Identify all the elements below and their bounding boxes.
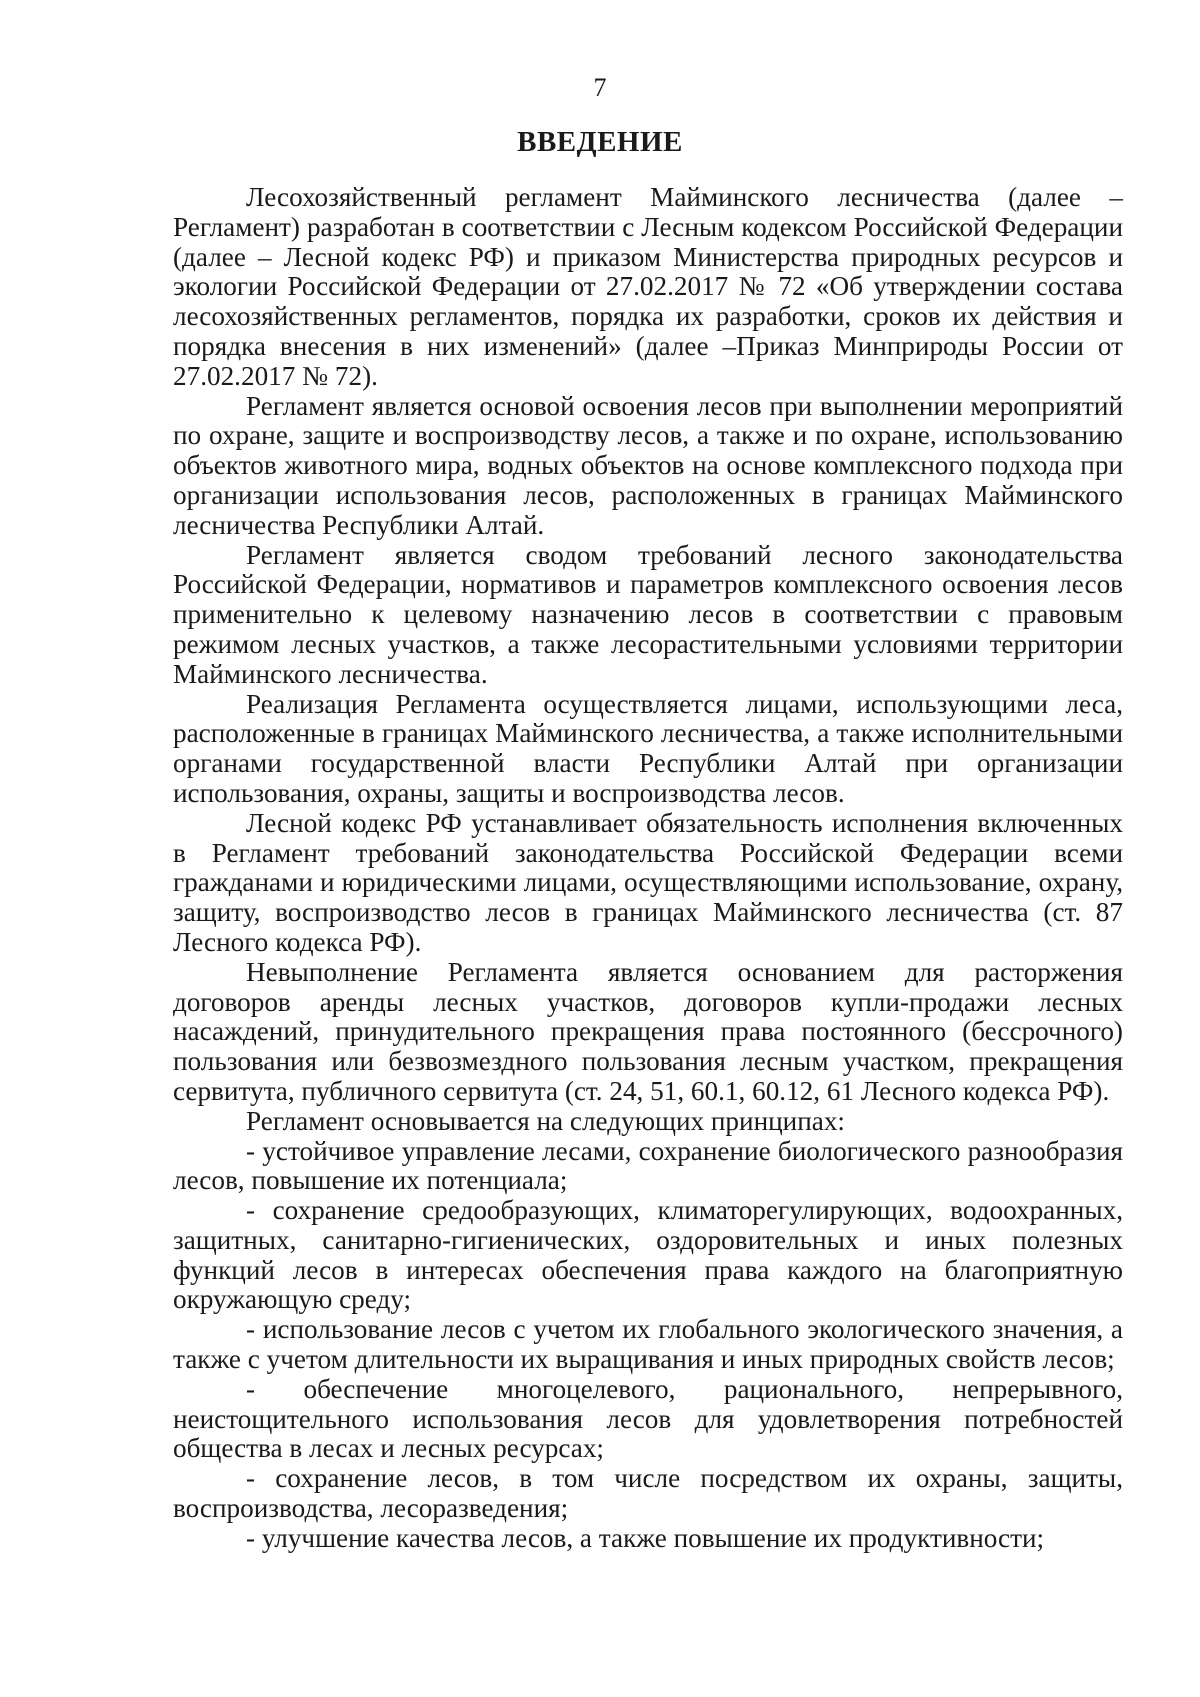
paragraph: Лесной кодекс РФ устанавливает обязательность исполнения включенных в Регламент требований законодательства Российской Федерации всеми гражданами и юридическими лицами, осуществляющими использование, охрану, защиту, воспроизводство лесов в границах Майминского лесничества (ст. 87 Лесного кодекса РФ).: [173, 807, 1123, 957]
paragraph: Лесохозяйственный регламент Майминского лесничества (далее – Регламент) разработан в соответствии с Лесным кодексом Российской Федерации (далее – Лесной кодекс РФ) и приказом Министерства природных ресурсов и экологии Российской Федерации от 27.02.2017 № 72 «Об утверждении состава лесохозяйственных регламентов, порядка их разработки, сроков их действия и порядка внесения в них изменений» (далее –Приказ Минприроды России от 27.02.2017 № 72).: [173, 182, 1123, 391]
body-text: [173, 183, 1123, 1554]
section-title: ВВЕДЕНИЕ: [517, 126, 683, 158]
principles-intro: Регламент основывается на следующих принципах:: [246, 1105, 845, 1136]
page-number: 7: [593, 73, 607, 102]
principle-item: - использование лесов с учетом их глобального экологического значения, а также с учетом длительности их выращивания и иных природных свойств лесов;: [173, 1314, 1123, 1375]
principle-item: - устойчивое управление лесами, сохранение биологического разнообразия лесов, повышение их потенциала;: [173, 1135, 1123, 1196]
principle-item: - обеспечение многоцелевого, рационального, непрерывного, неистощительного использования лесов для удовлетворения потребностей общества в лесах и лесных ресурсах;: [173, 1373, 1123, 1464]
paragraph: Регламент является сводом требований лесного законодательства Российской Федерации, нормативов и параметров комплексного освоения лесов применительно к целевому назначению лесов в соответствии с правовым режимом лесных участков, а также лесорастительными условиями территории Майминского лесничества.: [173, 539, 1123, 689]
paragraph: Невыполнение Регламента является основанием для расторжения договоров аренды лесных участков, договоров купли-продажи лесных насаждений, принудительного прекращения права постоянного (бессрочного) пользования или безвозмездного пользования лесным участком, прекращения сервитута, публичного сервитута (ст. 24, 51, 60.1, 60.12, 61 Лесного кодекса РФ).: [173, 956, 1123, 1106]
principle-item: - сохранение средообразующих, климаторегулирующих, водоохранных, защитных, санитарно-гигиенических, оздоровительных и иных полезных функций лесов в интересах обеспечения права каждого на благоприятную окружающую среду;: [173, 1195, 1123, 1315]
paragraph: Регламент является основой освоения лесов при выполнении мероприятий по охране, защите и воспроизводству лесов, а также и по охране, использованию объектов животного мира, водных объектов на основе комплексного подхода при организации использования лесов, расположенных в границах Майминского лесничества Республики Алтай.: [173, 390, 1123, 540]
principle-item: - сохранение лесов, в том числе посредством их охраны, защиты, воспроизводства, лесоразведения;: [173, 1463, 1123, 1524]
paragraph: Реализация Регламента осуществляется лицами, использующими леса, расположенные в границах Майминского лесничества, а также исполнительными органами государственной власти Республики Алтай при организации использования, охраны, защиты и воспроизводства лесов.: [173, 688, 1123, 808]
principle-item: - улучшение качества лесов, а также повышение их продуктивности;: [246, 1522, 1045, 1553]
